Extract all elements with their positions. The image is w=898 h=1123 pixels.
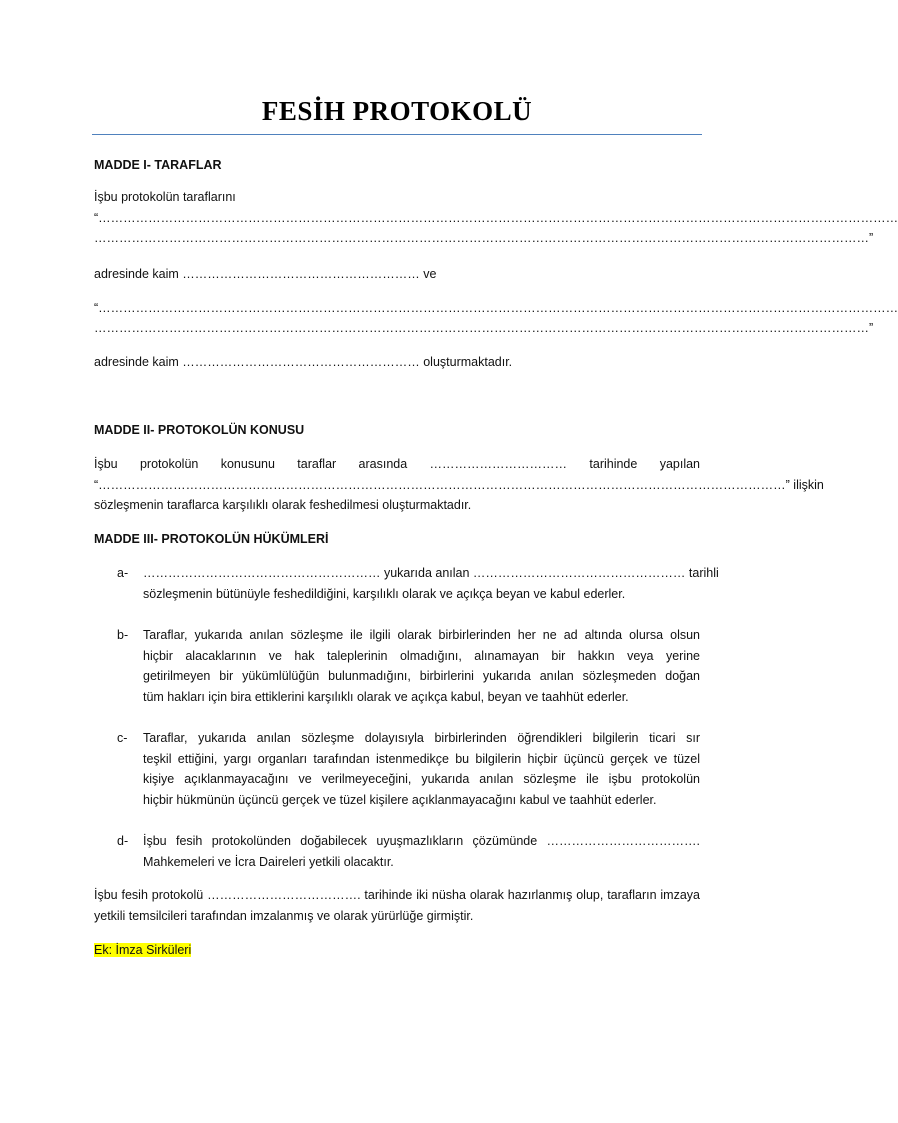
provision-a-line-1: ………………………………………………… yukarıda anılan …………………………………………… tarihli	[143, 566, 719, 580]
provision-b-line-4: tüm hakları için bira ettiklerini karşılıklı olarak ve açıkça kabul, beyan ve taahhüt ederler.	[143, 689, 629, 704]
closing-paragraph	[94, 885, 700, 926]
provision-d-line-2: Mahkemeleri ve İcra Daireleri yetkili olacaktır.	[143, 854, 394, 869]
provision-c-line-2: teşkil ettiğini, yargı organları tarafından istenmedikçe bu bilgilerin hiçbir üçüncü gerçek ve tüzel	[143, 751, 700, 766]
party2-name-line2: ……………………………………………………………………………………………………………………………………………………………………”	[94, 321, 874, 335]
subject-paragraph	[94, 454, 824, 516]
provision-d-line-1: İşbu fesih protokolünden doğabilecek uyuşmazlıkların çözümünde ……………………………….	[143, 834, 700, 848]
closing-line-2: yetkili temsilcileri tarafından imzalanmış ve olarak yürürlüğe girmiştir.	[94, 908, 474, 923]
provision-b-line-1: Taraflar, yukarıda anılan sözleşme ile ilgili olarak birbirlerinden her ne ad altında olursa olsun	[143, 628, 700, 642]
provision-b-line-3: getirilmeyen bir yükümlülüğün bulunmadığını, birbirlerini yukarıda anılan sözleşmeden doğan	[143, 669, 700, 683]
provision-letter: d-	[117, 834, 129, 848]
subject-line-1: İşbu protokolün konusunu taraflar arasında …………………………… tarihinde yapılan	[94, 457, 700, 471]
section-heading-taraflar: MADDE I- TARAFLAR	[94, 158, 222, 172]
provision-c-line-4: hiçbir hükmünün üçüncü gerçek ve tüzel kişilere açıklanmayacağını kabul ve taahhüt ederler.	[143, 792, 657, 807]
provision-b-line-2: hiçbir alacaklarının ve hak taleplerinin olmadığını, alınamayan bir hakkın veya yerine	[143, 648, 700, 663]
provision-c-line-3: kişiye açıklanmayacağını ve verilmeyeceğini, yukarıda anılan sözleşme ile işbu protokolün	[143, 772, 700, 786]
party1-address: adresinde kaim ………………………………………………… ve	[94, 267, 437, 281]
parties-intro: İşbu protokolün taraflarını	[94, 190, 236, 204]
party1-name-line2: ……………………………………………………………………………………………………………………………………………………………………”	[94, 231, 874, 245]
subject-line-3: sözleşmenin taraflarca karşılıklı olarak feshedilmesi oluşturmaktadır.	[94, 498, 472, 512]
closing-line-1: İşbu fesih protokolü ………………………………. tarihinde iki nüsha olarak hazırlanmış olup, tarafların imzaya	[94, 888, 700, 902]
provision-c-line-1: Taraflar, yukarıda anılan sözleşme dolayısıyla birbirlerinden öğrendikleri bilgilerin ticari sır	[143, 731, 700, 745]
provision-letter: b-	[117, 628, 129, 642]
title-divider	[92, 134, 702, 135]
document-title: FESİH PROTOKOLÜ	[261, 96, 533, 126]
provision-letter: a-	[117, 566, 129, 580]
provision-letter: c-	[117, 731, 128, 745]
party2-address: adresinde kaim ………………………………………………… oluşturmaktadır.	[94, 355, 513, 369]
provision-a-line-2: sözleşmenin bütünüyle feshedildiğini, karşılıklı olarak ve açıkça beyan ve kabul ederler.	[143, 586, 626, 601]
party2-name-line1: “…………………………………………………………………………………………………………………………………………………………………………	[94, 301, 898, 315]
attachment-label: Ek: İmza Sirküleri	[94, 943, 192, 957]
attachment-note	[94, 940, 700, 961]
section-heading-konu: MADDE II- PROTOKOLÜN KONUSU	[94, 423, 305, 437]
section-heading-hukumler: MADDE III- PROTOKOLÜN HÜKÜMLERİ	[94, 532, 329, 546]
party1-name-line1: “…………………………………………………………………………………………………………………………………………………………………………	[94, 211, 898, 225]
subject-line-2: “…………………………………………………………………………………………………………………………………………………” ilişkin	[94, 477, 824, 492]
